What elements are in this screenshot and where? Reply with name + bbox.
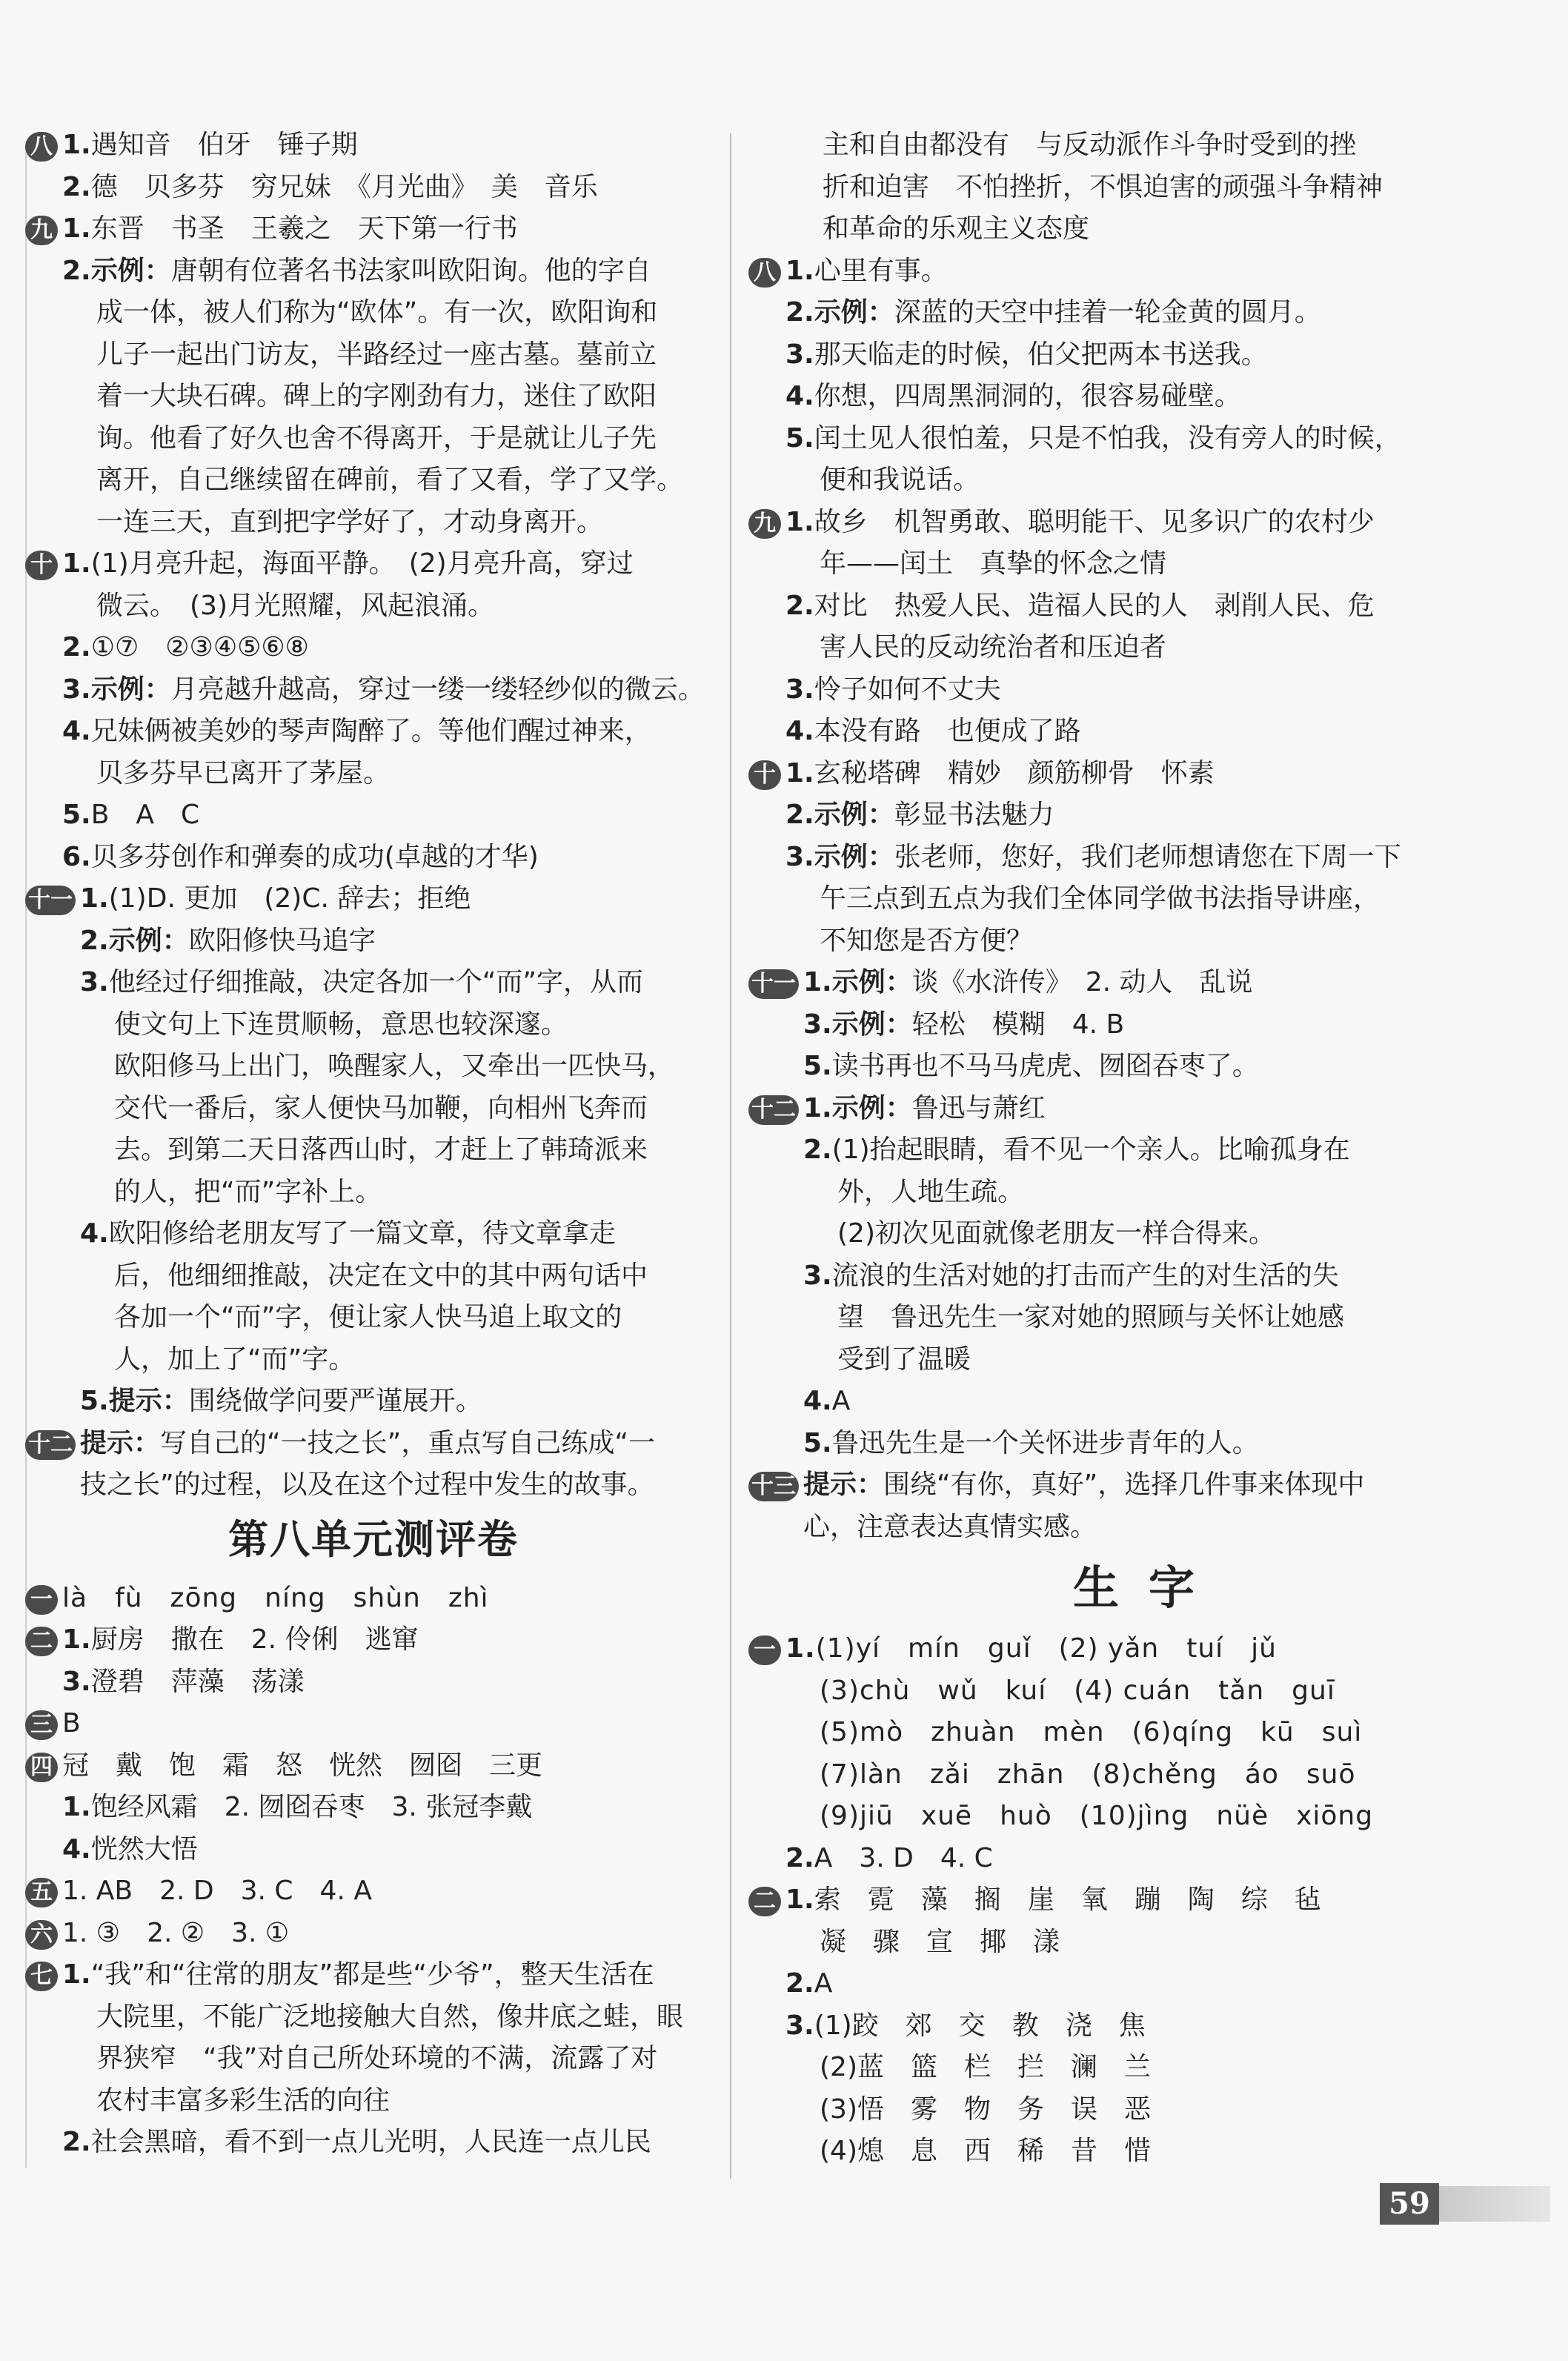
section-marker: 二	[748, 1887, 781, 1916]
answer-item: là fù zōng níng shùn zhì	[62, 1582, 489, 1613]
answer-item: 3. 示例：张老师，您好，我们老师想请您在下周一下	[785, 841, 1401, 872]
answer-item: 3. 那天临走的时候，伯父把两本书送我。	[785, 339, 1268, 370]
answer-item: 1. AB 2. D 3. C 4. A	[62, 1876, 372, 1906]
answer-item: 4. 兄妹俩被美妙的琴声陶醉了。等他们醒过神来，	[62, 716, 651, 746]
answer-item: 4. 欧阳修给老朋友写了一篇文章，待文章拿走	[80, 1218, 616, 1249]
answer-line: 成一体，被人们称为“欧体”。有一次，欧阳询和	[96, 297, 658, 328]
test-section-2	[25, 1619, 722, 1703]
answer-line: 午三点到五点为我们全体同学做书法指导讲座，	[820, 883, 1381, 914]
test-section-5	[25, 1870, 722, 1913]
answer-item: 提示：写自己的“一技之长”，重点写自己练成“一	[80, 1427, 655, 1458]
vocab-section-2	[748, 1879, 1549, 2173]
answer-item: 4. 本没有路 也便成了路	[785, 716, 1081, 746]
answer-item: 2. 对比 热爱人民、造福人民的人 剥削人民、危	[785, 590, 1375, 621]
answer-item: 3. 流浪的生活对她的打击而产生的对生活的失	[803, 1260, 1339, 1291]
answer-item: 1. (1)yí mín guǐ (2) yǎn tuí jǔ	[785, 1633, 1277, 1664]
section-marker: 十一	[748, 969, 799, 999]
answer-line: (5)mò zhuàn mèn (6)qíng kū suì	[820, 1717, 1363, 1747]
section-10	[748, 753, 1549, 963]
section-9	[25, 208, 722, 543]
section-marker: 九	[748, 509, 781, 539]
answer-line: 折和迫害 不怕挫折，不惧迫害的顽强斗争精神	[823, 171, 1383, 202]
answer-item: 1. 饱经风霜 2. 囫囵吞枣 3. 张冠李戴	[62, 1792, 533, 1822]
vocab-section-1	[748, 1628, 1549, 1879]
section-marker: 九	[25, 216, 58, 245]
column-divider	[730, 133, 731, 2179]
answer-line: 去。到第二天日落西山时，才赶上了韩琦派来	[114, 1135, 648, 1165]
section-marker: 二	[25, 1627, 58, 1656]
answer-line: 交代一番后，家人便快马加鞭，向相州飞奔而	[114, 1092, 648, 1123]
answer-line: 离开，自己继续留在碑前，看了又看，学了又学。	[96, 465, 684, 495]
answer-item: 6. 贝多芬创作和弹奏的成功(卓越的才华)	[62, 841, 539, 872]
answer-item: 3. 他经过仔细推敲，决定各加一个“而”字，从而	[80, 967, 644, 997]
answer-item: 5. 鲁迅先生是一个关怀进步青年的人。	[803, 1427, 1259, 1458]
answer-item: 2. 社会黑暗，看不到一点儿光明，人民连一点儿民	[62, 2127, 651, 2157]
answer-line: 使文句上下连贯顺畅，意思也较深邃。	[114, 1009, 568, 1040]
section-marker: 十	[748, 760, 781, 790]
answer-line: 后，他细细推敲，决定在文中的其中两句话中	[114, 1260, 648, 1291]
answer-item: 3. 示例：月亮越升越高，穿过一缕一缕轻纱似的微云。	[62, 674, 705, 705]
answer-line: 询。他看了好久也舍不得离开，于是就让儿子先	[96, 422, 657, 454]
section-13	[748, 1464, 1549, 1548]
answer-line: (9)jiū xuē huò (10)jìng nüè xiōng	[820, 1801, 1374, 1831]
answer-item: 1. 厨房 撒在 2. 伶俐 逃窜	[62, 1624, 419, 1655]
answer-item: 2. ①⑦ ②③④⑤⑥⑧	[62, 632, 309, 663]
page-number-bar	[1439, 2186, 1550, 2222]
answer-line: 着一大块石碑。碑上的字刚劲有力，迷住了欧阳	[96, 381, 657, 411]
answer-line: (3)悟 雾 物 务 误 恶	[820, 2093, 1151, 2125]
answer-line: 欧阳修马上出门，唤醒家人，又牵出一匹快马，	[114, 1051, 675, 1081]
answer-item: 2. A 3. D 4. C	[785, 1842, 993, 1873]
answer-item: 2. (1)抬起眼睛，看不见一个亲人。比喻孤身在	[803, 1135, 1350, 1165]
answer-line: 大院里，不能广泛地接触大自然，像井底之蛙，眼	[96, 2001, 684, 2032]
answer-item: 1. 遇知音 伯牙 锤子期	[62, 130, 358, 160]
answer-line: 一连三天，直到把字学好了，才动身离开。	[96, 506, 604, 537]
answer-line: 农村丰富多彩生活的向往	[96, 2085, 391, 2116]
answer-item: 2. 示例：欧阳修快马追字	[80, 925, 376, 956]
vocabulary-title: 生字	[1072, 1561, 1224, 1615]
section-10	[25, 543, 722, 878]
answer-item: 5. 提示：围绕做学问要严谨展开。	[80, 1386, 482, 1416]
section-12	[748, 1088, 1549, 1465]
section-marker: 一	[25, 1585, 58, 1615]
left-column	[25, 124, 722, 2164]
answer-line: 各加一个“而”字，便让家人快马追上取文的	[114, 1302, 622, 1332]
answer-line: 害人民的反动统治者和压迫者	[820, 632, 1167, 663]
answer-line: 人，加上了“而”字。	[114, 1344, 356, 1375]
answer-item: 1. 东晋 书圣 王羲之 天下第一行书	[62, 213, 518, 244]
section-11	[748, 962, 1549, 1088]
answer-item: 1. 心里有事。	[785, 255, 948, 286]
section-marker: 八	[25, 132, 58, 162]
answer-item: 3. 怜子如何不丈夫	[785, 674, 1001, 705]
answer-item: 2. 示例：唐朝有位著名书法家叫欧阳询。他的字自	[62, 255, 651, 286]
answer-line: (4)熄 息 西 稀 昔 惜	[820, 2136, 1151, 2166]
section-9	[748, 502, 1549, 753]
answer-line: (3)chù wǔ kuí (4) cuán tǎn guī	[820, 1675, 1335, 1706]
test-section-3	[25, 1703, 722, 1745]
answer-item: 3. 澄碧 萍藻 荡漾	[62, 1666, 305, 1697]
section-12	[25, 1423, 722, 1507]
answer-item: 1. 示例：谈《水浒传》 2. 动人 乱说	[803, 967, 1253, 997]
answer-item: 1. 故乡 机智勇敢、聪明能干、见多识广的农村少	[785, 506, 1375, 537]
section-marker: 五	[25, 1878, 58, 1907]
answer-item: 5. 闰土见人很怕羞，只是不怕我，没有旁人的时候，	[785, 422, 1401, 454]
answer-line: (2)初次见面就像老朋友一样合得来。	[837, 1218, 1275, 1249]
section-marker: 十	[25, 551, 58, 580]
answer-line: 贝多芬早已离开了茅屋。	[96, 757, 391, 788]
unit-test-title: 第八单元测评卷	[228, 1515, 519, 1563]
section-marker: 一	[748, 1636, 781, 1665]
section-marker: 十二	[25, 1430, 76, 1460]
answer-line: 心，注意表达真情实感。	[803, 1511, 1097, 1542]
page-number: 59	[1380, 2183, 1439, 2225]
answer-item: 冠 戴 饱 霜 怒 恍然 囫囵 三更	[62, 1750, 543, 1781]
answer-line: 主和自由都没有 与反动派作斗争时受到的挫	[823, 130, 1357, 160]
answer-item: 1. 索 霓 藻 搁 崖 氧 蹦 陶 综 毡	[785, 1885, 1321, 1915]
answer-item: 4. 恍然大悟	[62, 1833, 198, 1864]
section-marker: 十二	[748, 1095, 799, 1125]
answer-item: 1. “我”和“往常的朋友”都是些“少爷”，整天生活在	[62, 1959, 654, 1990]
answer-line: 技之长”的过程，以及在这个过程中发生的故事。	[80, 1470, 654, 1500]
section-marker: 十三	[748, 1472, 799, 1501]
section-marker: 七	[25, 1962, 58, 1991]
answer-item: 2. 示例：深蓝的天空中挂着一轮金黄的圆月。	[785, 297, 1321, 328]
answer-item: 3. (1)跤 郊 交 教 浇 焦	[785, 2010, 1146, 2041]
section-marker: 四	[25, 1753, 58, 1782]
answer-item: 4. 你想，四周黑洞洞的，很容易碰壁。	[785, 381, 1241, 411]
test-section-7	[25, 1954, 722, 2164]
section-8	[748, 250, 1549, 502]
answer-item: 3. 示例：轻松 模糊 4. B	[803, 1009, 1125, 1040]
section-8	[25, 124, 722, 208]
answer-item: 1. (1)D. 更加 (2)C. 辞去；拒绝	[80, 883, 471, 914]
answer-line: 不知您是否方便？	[820, 925, 1034, 956]
answer-line: 年——闰土 真挚的怀念之情	[820, 548, 1167, 579]
answer-line: 外，人地生疏。	[837, 1176, 1025, 1207]
section-marker: 三	[25, 1710, 58, 1740]
answer-line: 儿子一起出门访友，半路经过一座古墓。墓前立	[96, 339, 657, 370]
answer-item: 2. A	[785, 1968, 833, 1999]
section-marker: 六	[25, 1920, 58, 1950]
answer-line: 受到了温暖	[837, 1344, 971, 1375]
answer-line: 的人，把“而”字补上。	[114, 1176, 382, 1207]
answer-line: 凝 骤 宣 揶 漾	[820, 1926, 1060, 1957]
answer-item: 5. 读书再也不马马虎虎、囫囵吞枣了。	[803, 1051, 1259, 1081]
answer-item: 4. A	[803, 1386, 851, 1416]
answer-item: 1. (1)月亮升起，海面平静。 (2)月亮升高，穿过	[62, 548, 634, 579]
test-section-4	[25, 1745, 722, 1871]
answer-item: 2. 德 贝多芬 穷兄妹 《月光曲》 美 音乐	[62, 171, 598, 202]
answer-item: 2. 示例：彰显书法魅力	[785, 800, 1054, 830]
answer-line: (7)làn zǎi zhān (8)chěng áo suō	[820, 1759, 1356, 1790]
answer-line: 界狭窄 “我”对自己所处环境的不满，流露了对	[96, 2043, 658, 2073]
answer-item: 1. 玄秘塔碑 精妙 颜筋柳骨 怀素	[785, 757, 1215, 788]
answer-line: 微云。 (3)月光照耀，风起浪涌。	[96, 590, 494, 621]
answer-item: 1. ③ 2. ② 3. ①	[62, 1917, 290, 1948]
answer-line: 便和我说话。	[820, 465, 980, 495]
right-column	[748, 124, 1549, 2173]
answer-line: 望 鲁迅先生一家对她的照顾与关怀让她感	[837, 1302, 1345, 1332]
answer-item: 提示：围绕“有你，真好”，选择几件事来体现中	[803, 1470, 1365, 1500]
test-section-6	[25, 1913, 722, 1955]
test-section-1	[25, 1578, 722, 1620]
answer-item: 1. 示例：鲁迅与萧红	[803, 1092, 1046, 1123]
answer-line: 和革命的乐观主义态度	[823, 213, 1090, 244]
answer-item: 5. B A C	[62, 800, 200, 830]
answer-line: (2)蓝 篮 栏 拦 澜 兰	[820, 2052, 1151, 2082]
section-marker: 十一	[25, 886, 76, 915]
section-marker: 八	[748, 258, 781, 288]
answer-item: B	[62, 1708, 81, 1739]
section-11	[25, 878, 722, 1423]
